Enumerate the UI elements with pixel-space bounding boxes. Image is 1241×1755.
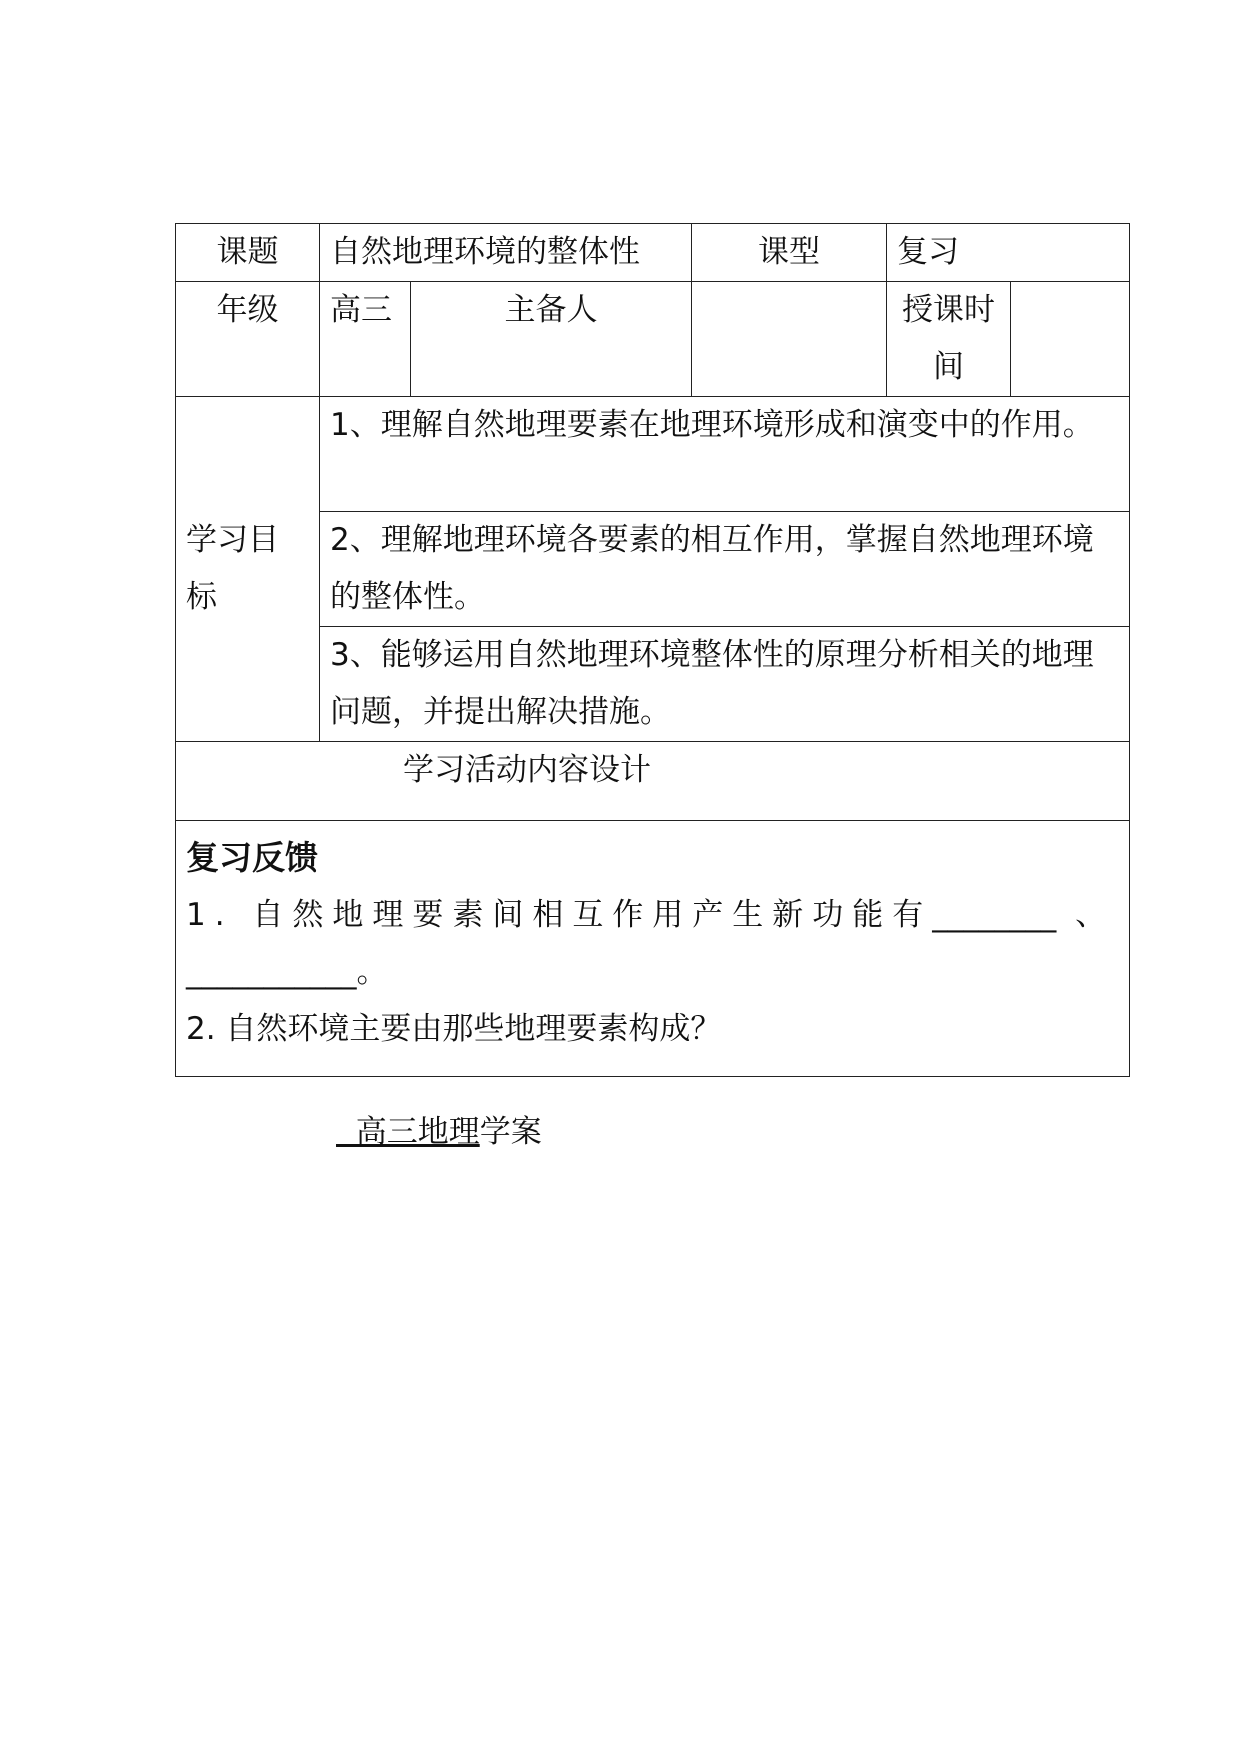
type-value: 复习 bbox=[887, 224, 1130, 282]
footer-underlined-text: 高三地理 bbox=[336, 1114, 480, 1150]
question-1-blank-1: ________ bbox=[932, 897, 1057, 933]
grade-row bbox=[176, 282, 1130, 397]
time-value bbox=[1011, 282, 1130, 397]
question-1-blank-2: ___________ bbox=[186, 954, 357, 990]
preparer-label: 主备人 bbox=[411, 282, 692, 397]
question-1-end: 。 bbox=[356, 954, 388, 990]
preparer-value bbox=[692, 282, 887, 397]
lesson-plan-table bbox=[175, 223, 1130, 1077]
question-1-continued bbox=[186, 944, 1119, 1001]
goal-item-2: 2、理解地理环境各要素的相互作用，掌握自然地理环境的整体性。 bbox=[320, 512, 1130, 627]
goal-row-3 bbox=[176, 627, 1130, 742]
activity-heading: 学习活动内容设计 bbox=[176, 742, 1130, 821]
goal-row-2 bbox=[176, 512, 1130, 627]
review-section bbox=[176, 821, 1130, 1077]
footer-title bbox=[336, 1108, 542, 1156]
topic-row bbox=[176, 224, 1130, 282]
question-1-separator: 、 bbox=[1056, 897, 1116, 933]
question-1-text: 1. 自然地理要素间相互作用产生新功能有 bbox=[186, 897, 933, 933]
question-2: 2. 自然环境主要由那些地理要素构成？ bbox=[186, 1011, 722, 1047]
question-1 bbox=[186, 887, 1119, 944]
topic-label: 课题 bbox=[176, 224, 320, 282]
footer-rest-text: 学案 bbox=[479, 1114, 542, 1150]
goal-item-1: 1、理解自然地理要素在地理环境形成和演变中的作用。 bbox=[320, 397, 1130, 512]
goal-item-3: 3、能够运用自然地理环境整体性的原理分析相关的地理问题，并提出解决措施。 bbox=[320, 627, 1130, 742]
review-row bbox=[176, 821, 1130, 1077]
topic-value: 自然地理环境的整体性 bbox=[320, 224, 692, 282]
activity-row bbox=[176, 742, 1130, 821]
type-label: 课型 bbox=[692, 224, 887, 282]
review-title: 复习反馈 bbox=[186, 838, 318, 877]
grade-value: 高三 bbox=[320, 282, 411, 397]
time-label: 授课时间 bbox=[887, 282, 1011, 397]
goals-label: 学习目标 bbox=[176, 397, 320, 742]
goal-row-1 bbox=[176, 397, 1130, 512]
grade-label: 年级 bbox=[176, 282, 320, 397]
